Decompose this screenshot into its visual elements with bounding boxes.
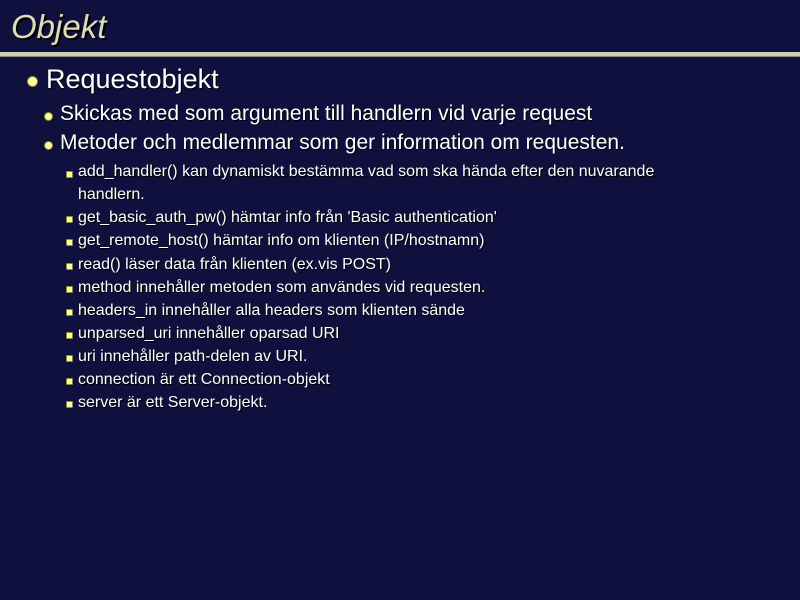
- bullet-icon: [66, 309, 73, 316]
- bullet-icon: [44, 141, 53, 150]
- bullet-icon: [66, 171, 73, 178]
- level3-item: get_basic_auth_pw() hämtar info från 'Basic authentication': [78, 209, 497, 226]
- level3-item-continuation: handlern.: [78, 186, 145, 203]
- level3-item: headers_in innehåller alla headers som klienten sände: [78, 302, 465, 319]
- bullet-icon: [66, 239, 73, 246]
- slide-title: Objekt: [11, 8, 107, 45]
- bullet-icon: [66, 401, 73, 408]
- level3-item: connection är ett Connection-objekt: [78, 371, 330, 388]
- level2-item: Skickas med som argument till handlern vid varje request: [60, 102, 593, 125]
- level3-item: unparsed_uri innehåller oparsad URI: [78, 325, 340, 342]
- level3-item: server är ett Server-objekt.: [78, 394, 268, 411]
- level3-item: get_remote_host() hämtar info om klienten (IP/hostnamn): [78, 232, 485, 249]
- bullet-icon: [66, 216, 73, 223]
- level3-item: method innehåller metoden som användes vid requesten.: [78, 279, 486, 296]
- bullet-icon: [66, 286, 73, 293]
- level2-item: Metoder och medlemmar som ger information om requesten.: [60, 131, 625, 154]
- bullet-icon: [27, 76, 38, 87]
- level1-heading: Requestobjekt: [46, 64, 219, 94]
- title-divider: [0, 52, 800, 57]
- bullet-icon: [66, 378, 73, 385]
- level3-item: read() läser data från klienten (ex.vis POST): [78, 256, 392, 273]
- bullet-icon: [66, 355, 73, 362]
- level3-item: add_handler() kan dynamiskt bestämma vad som ska hända efter den nuvarande: [78, 163, 655, 180]
- bullet-icon: [66, 263, 73, 270]
- bullet-icon: [66, 332, 73, 339]
- bullet-icon: [44, 112, 53, 121]
- level3-item: uri innehåller path-delen av URI.: [78, 348, 308, 365]
